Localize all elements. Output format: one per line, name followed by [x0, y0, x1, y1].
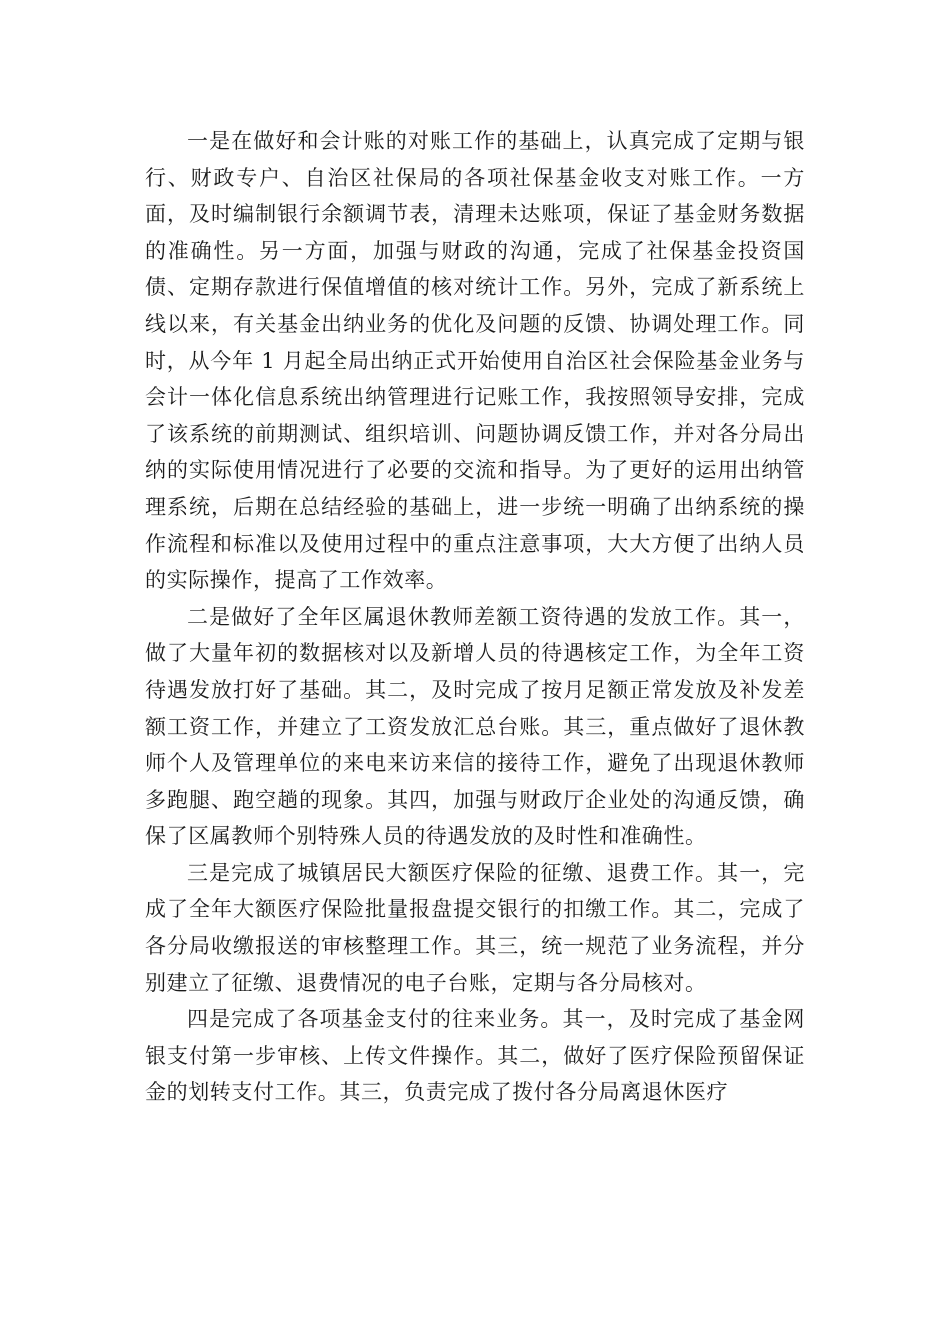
paragraph-3: 三是完成了城镇居民大额医疗保险的征缴、退费工作。其一，完成了全年大额医疗保险批量报盘提交银行的扣缴工作。其二，完成了各分局收缴报送的审核整理工作。其三，统一规范了业务流程，并分别建立了征缴、退费情况的电子台账，定期与各分局核对。	[145, 860, 805, 995]
paragraph-1: 一是在做好和会计账的对账工作的基础上，认真完成了定期与银行、财政专户、自治区社保局的各项社保基金收支对账工作。一方面，及时编制银行余额调节表，清理未达账项，保证了基金财务数据的准确性。另一方面，加强与财政的沟通，完成了社保基金投资国债、定期存款进行保值增值的核对统计工作。另外，完成了新系统上线以来，有关基金出纳业务的优化及问题的反馈、协调处理工作。同时，从今年 1 月起全局出纳正式开始使用自治区社会保险基金业务与会计一体化信息系统出纳管理进行记账工作，我按照领导安排，完成了该系统的前期测试、组织培训、问题协调反馈工作，并对各分局出纳的实际使用情况进行了必要的交流和指导。为了更好的运用出纳管理系统，后期在总结经验的基础上，进一步统一明确了出纳系统的操作流程和标准以及使用过程中的重点注意事项，大大方便了出纳人员的实际操作，提高了工作效率。	[145, 129, 805, 593]
paragraph-2: 二是做好了全年区属退休教师差额工资待遇的发放工作。其一，做了大量年初的数据核对以及新增人员的待遇核定工作，为全年工资待遇发放打好了基础。其二，及时完成了按月足额正常发放及补发差额工资工作，并建立了工资发放汇总台账。其三，重点做好了退休教师个人及管理单位的来电来访来信的接待工作，避免了出现退休教师多跑腿、跑空趟的现象。其四，加强与财政厅企业处的沟通反馈，确保了区属教师个别特殊人员的待遇发放的及时性和准确性。	[145, 604, 805, 849]
document-body	[145, 123, 805, 1111]
paragraph-4: 四是完成了各项基金支付的往来业务。其一，及时完成了基金网银支付第一步审核、上传文件操作。其二，做好了医疗保险预留保证金的划转支付工作。其三，负责完成了拨付各分局离退休医疗	[145, 1007, 805, 1105]
